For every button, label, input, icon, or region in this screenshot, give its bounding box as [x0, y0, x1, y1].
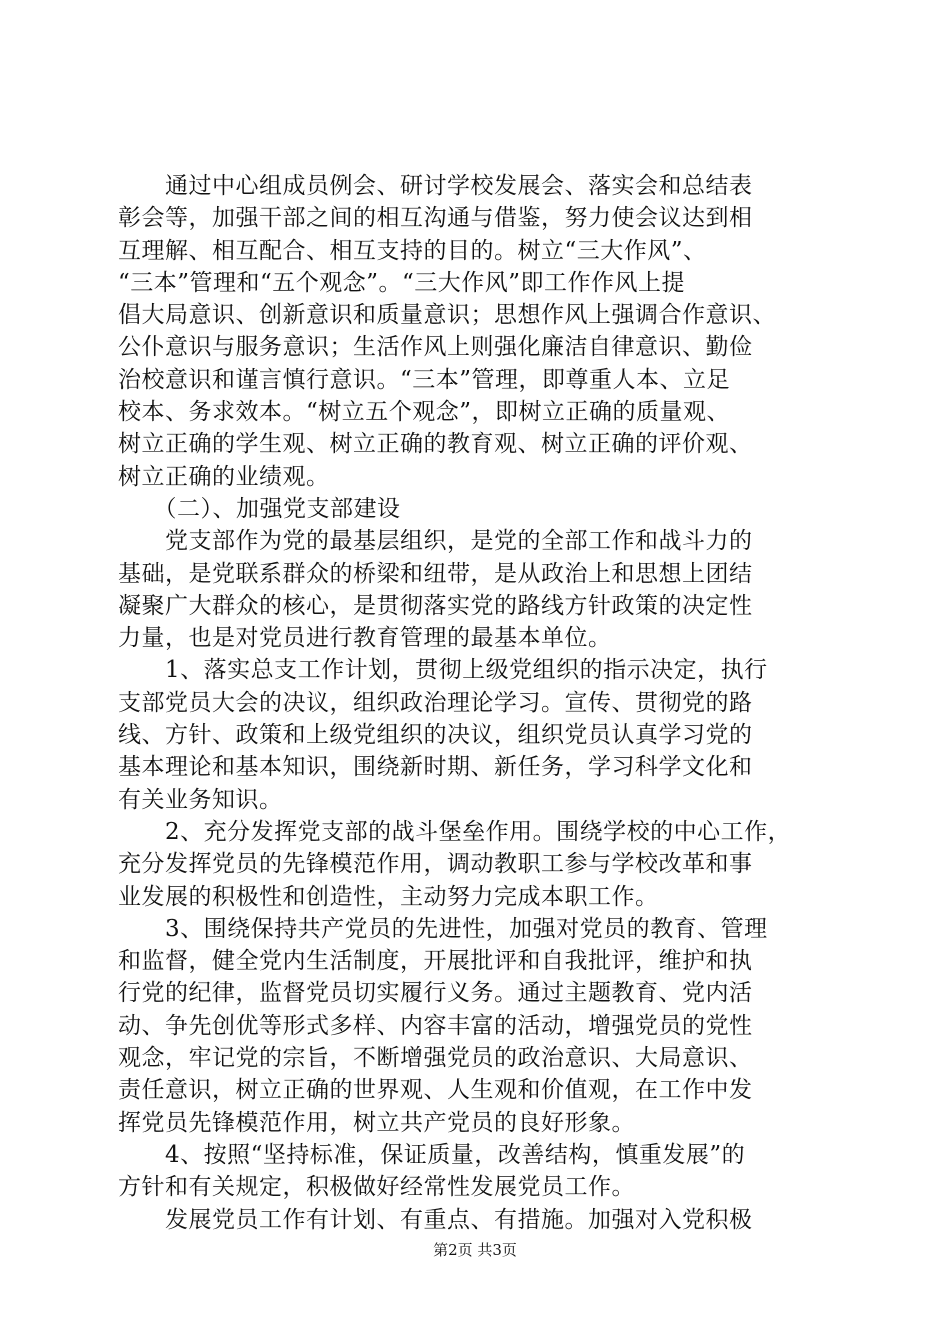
- text-line: 党支部作为党的最基层组织，是党的全部工作和战斗力的: [118, 528, 753, 555]
- text-line: 有关业务知识。: [118, 786, 283, 813]
- text-line: 充分发挥党员的先锋模范作用，调动教职工参与学校改革和事: [118, 851, 753, 878]
- text-line: 倡大局意识、创新意识和质量意识；思想作风上强调合作意识、: [118, 302, 776, 329]
- text-line: 通过中心组成员例会、研讨学校发展会、落实会和总结表: [118, 173, 753, 199]
- text-line: 行党的纪律，监督党员切实履行义务。通过主题教育、党内活: [118, 980, 753, 1007]
- text-line: 基础，是党联系群众的桥梁和纽带，是从政治上和思想上团结: [118, 560, 753, 587]
- text-line: 凝聚广大群众的核心，是贯彻落实党的路线方针政策的决定性: [118, 592, 753, 619]
- text-line: 支部党员大会的决议，组织政治理论学习。宣传、贯彻党的路: [118, 689, 753, 716]
- text-line: “三本”管理和“五个观念”。“三大作风”即工作作风上提: [118, 269, 686, 296]
- text-line: 动、争先创优等形式多样、内容丰富的活动，增强党员的党性: [118, 1012, 753, 1039]
- text-line: 1、落实总支工作计划，贯彻上级党组织的指示决定，执行: [118, 657, 768, 684]
- document-body: [118, 170, 840, 1236]
- page-number-footer: 第2页 共3页: [433, 1241, 517, 1259]
- text-line: 树立正确的学生观、树立正确的教育观、树立正确的评价观、: [118, 431, 753, 458]
- text-line: 基本理论和基本知识，围绕新时期、新任务，学习科学文化和: [118, 754, 753, 781]
- text-line: 业发展的积极性和创造性，主动努力完成本职工作。: [118, 883, 659, 910]
- text-line: 挥党员先锋模范作用，树立共产党员的良好形象。: [118, 1109, 635, 1136]
- text-line: 和监督，健全党内生活制度，开展批评和自我批评，维护和执: [118, 948, 753, 975]
- text-line: 树立正确的业绩观。: [118, 463, 330, 490]
- text-line: 4、按照“坚持标准，保证质量，改善结构，慎重发展”的: [118, 1141, 746, 1168]
- text-line: 观念，牢记党的宗旨，不断增强党员的政治意识、大局意识、: [118, 1045, 753, 1072]
- text-line: 3、围绕保持共产党员的先进性，加强对党员的教育、管理: [118, 915, 768, 942]
- text-line: 彰会等，加强干部之间的相互沟通与借鉴，努力使会议达到相: [118, 205, 753, 232]
- text-line: 方针和有关规定，积极做好经常性发展党员工作。: [118, 1174, 635, 1201]
- text-line: 2、充分发挥党支部的战斗堡垒作用。围绕学校的中心工作，: [118, 818, 792, 845]
- text-line: 校本、务求效本。“树立五个观念”，即树立正确的质量观、: [118, 399, 731, 426]
- text-line: 互理解、相互配合、相互支持的目的。树立“三大作风”、: [118, 237, 707, 264]
- text-line: 责任意识，树立正确的世界观、人生观和价值观，在工作中发: [118, 1077, 753, 1104]
- text-line: 发展党员工作有计划、有重点、有措施。加强对入党积极: [118, 1206, 753, 1233]
- section-heading: （二）、加强党支部建设: [118, 495, 401, 522]
- text-line: 力量，也是对党员进行教育管理的最基本单位。: [118, 625, 612, 652]
- text-line: 治校意识和谨言慎行意识。“三本”管理，即尊重人本、立足: [118, 366, 731, 393]
- text-line: 线、方针、政策和上级党组织的决议，组织党员认真学习党的: [118, 722, 753, 749]
- text-line: 公仆意识与服务意识；生活作风上则强化廉洁自律意识、勤俭: [118, 334, 753, 361]
